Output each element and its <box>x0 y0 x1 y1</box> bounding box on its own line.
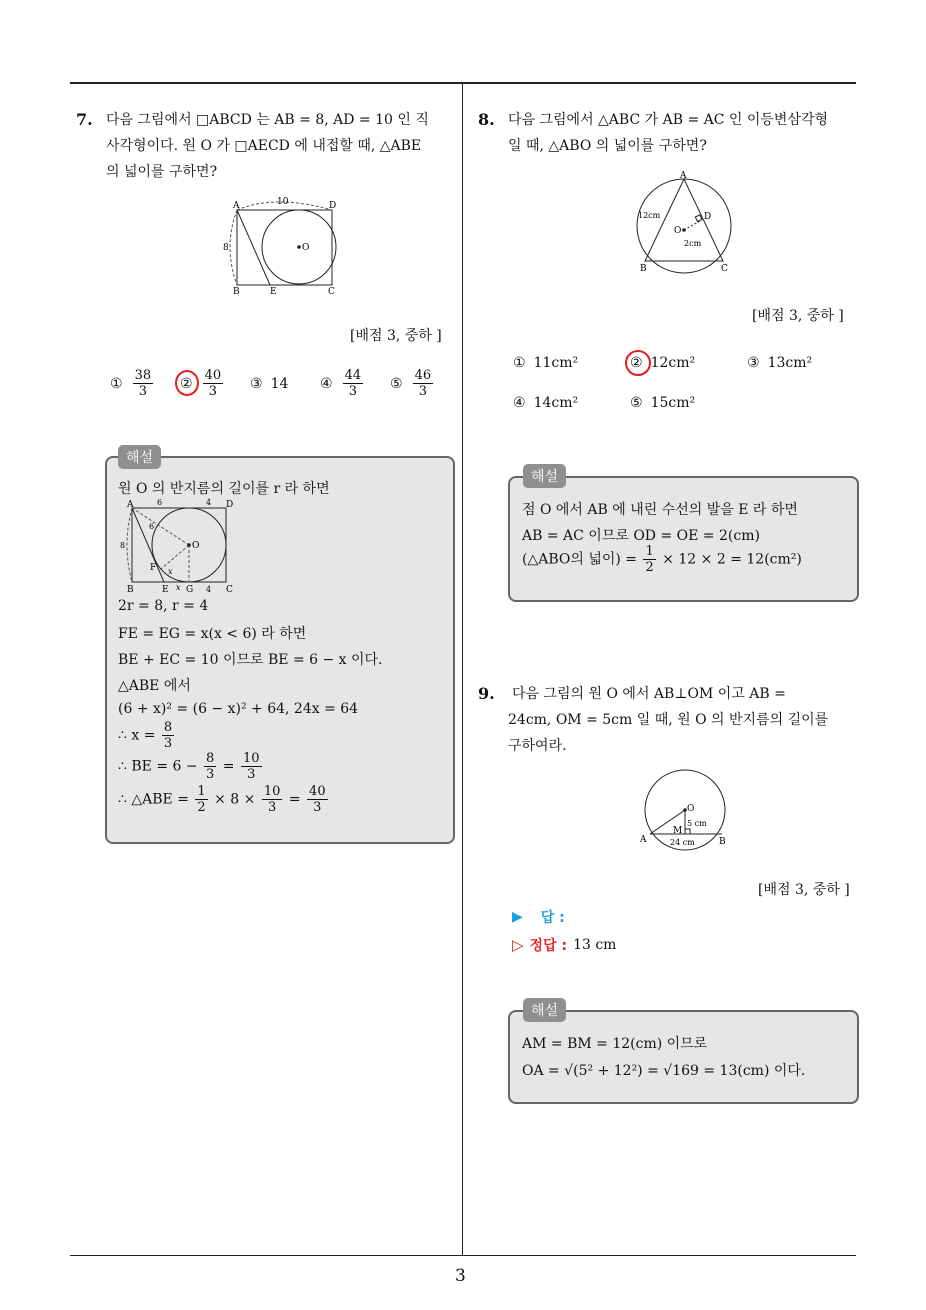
correct-value: 13 cm <box>573 937 617 953</box>
choice-value: 15cm² <box>650 395 696 411</box>
q7-sol-l3: FE = EG = x(x < 6) 라 하면 <box>118 626 307 642</box>
q8-fig-r: 12cm <box>638 211 661 220</box>
q7-choice-1[interactable] <box>110 368 155 399</box>
q7-line1: 다음 그림에서 □ABCD 는 AB = 8, AD = 10 인 직 <box>106 112 429 128</box>
q9-fig-A: A <box>640 835 647 845</box>
q7-fig-E: E <box>270 287 277 296</box>
q7-score: [배점 3, 중하 ] <box>350 328 442 344</box>
choice-fraction: $\frac{38}{3}$ <box>134 368 152 399</box>
q8-answer-mark <box>625 350 651 376</box>
q9-sol-l2: OA = √(5² + 12²) = √169 = 13(cm) 이다. <box>522 1063 806 1079</box>
q8-sol-l1: 점 O 에서 AB 에 내린 수선의 발을 E 라 하면 <box>522 502 798 518</box>
q8-fig-B: B <box>640 264 647 274</box>
q9-fig-O: O <box>687 804 695 814</box>
q9-fig-w: 24 cm <box>670 838 695 847</box>
q7-answer-mark <box>175 370 199 396</box>
q8-line2: 일 때, △ABO 의 넓이를 구하면? <box>508 138 707 154</box>
sol-fig-E: E <box>162 585 169 595</box>
q7-fig-D: D <box>329 201 337 211</box>
choice-num: ⑤ <box>630 395 643 411</box>
column-divider <box>462 82 463 1256</box>
q9-fig-B: B <box>719 837 726 847</box>
q8-solution-tab: 해설 <box>523 464 566 488</box>
sol-fig-C: C <box>226 585 233 595</box>
sol-fig-bx: x <box>176 583 181 592</box>
q8-fig-C: C <box>721 264 728 274</box>
page-number: 3 <box>455 1266 466 1286</box>
sol-fig-l8: 8 <box>120 541 126 550</box>
q9-score: [배점 3, 중하 ] <box>758 882 850 898</box>
choice-value: 11cm² <box>533 355 579 371</box>
choice-fraction: $\frac{40}{3}$ <box>204 368 222 399</box>
q9-answer-row[interactable] <box>512 907 565 927</box>
sol-fig-s6: 6 <box>149 522 155 531</box>
q9-line3: 구하여라. <box>508 738 567 754</box>
q9-solution-tab: 해설 <box>523 998 566 1022</box>
choice-num: ④ <box>320 375 333 392</box>
top-rule <box>70 82 856 84</box>
choice-num: ④ <box>513 395 526 411</box>
q9-line2: 24cm, OM = 5cm 일 때, 원 O 의 반지름의 길이를 <box>508 712 829 728</box>
q7-choice-5[interactable] <box>390 368 435 399</box>
choice-num: ③ <box>747 355 760 371</box>
q8-number: 8. <box>478 110 495 129</box>
q8-choice-3[interactable] <box>747 355 812 371</box>
q7-fig-A: A <box>233 201 240 211</box>
q9-solution-box <box>508 1010 859 1104</box>
choice-value: 12cm² <box>650 355 696 371</box>
q7-solution-tab: 해설 <box>118 445 161 469</box>
q7-fig-left: 8 <box>223 243 229 253</box>
sol-fig-O: O <box>192 541 200 551</box>
sol-fig-G: G <box>186 585 194 595</box>
q7-sol-l8: ∴ BE = 6 − $\frac{8}{3}$ = $\frac{10}{3}$ <box>118 751 260 782</box>
sol-fig-F: F <box>150 563 157 573</box>
q7-fig-B: B <box>233 287 240 296</box>
q7-choice-3[interactable] <box>250 376 288 392</box>
q8-figure <box>628 168 740 278</box>
choice-fraction: $\frac{44}{3}$ <box>344 368 362 399</box>
q9-number: 9. <box>478 684 495 703</box>
bottom-rule <box>70 1255 856 1256</box>
sol-fig-b4: 4 <box>206 585 212 594</box>
q7-choice-4[interactable] <box>320 368 365 399</box>
q8-choice-5[interactable] <box>630 395 695 411</box>
q8-sol-l2: AB = AC 이므로 OD = OE = 2(cm) <box>522 528 760 544</box>
choice-num: ② <box>180 375 193 392</box>
q7-fig-top: 10 <box>277 197 289 207</box>
choice-num: ⑤ <box>390 375 403 392</box>
q9-fig-M: M <box>673 826 683 836</box>
q7-sol-l2: 2r = 8, r = 4 <box>118 598 209 614</box>
choice-num: ③ <box>250 376 263 392</box>
sol-fig-A: A <box>127 500 134 510</box>
q8-fig-D: D <box>704 212 712 222</box>
q7-figure <box>215 192 345 296</box>
q7-fig-O: O <box>302 243 310 253</box>
choice-num: ① <box>513 355 526 371</box>
q8-score: [배점 3, 중하 ] <box>752 308 844 324</box>
q7-sol-l5: △ABE 에서 <box>118 678 191 694</box>
q8-fig-A: A <box>680 171 687 181</box>
sol-fig-t6: 6 <box>157 498 163 507</box>
choice-num: ② <box>630 355 643 371</box>
q7-line2: 사각형이다. 원 O 가 □AECD 에 내접할 때, △ABE <box>106 138 422 154</box>
sol-fig-D: D <box>226 500 234 510</box>
choice-value: 14 <box>270 376 289 392</box>
outline-play-icon: ▷ <box>512 936 524 954</box>
choice-num: ① <box>110 375 123 392</box>
q8-line1: 다음 그림에서 △ABC 가 AB = AC 인 이등변삼각형 <box>508 112 829 128</box>
q9-fig-h: 5 cm <box>687 819 707 828</box>
q7-sol-l1: 원 O 의 반지름의 길이를 r 라 하면 <box>118 481 330 497</box>
q8-sol-l3: (△ABO의 넓이) = $\frac{1}{2}$ × 12 × 2 = 12(cm²) <box>522 544 802 575</box>
sol-fig-t4: 4 <box>206 498 212 507</box>
sol-fig-B: B <box>127 585 134 595</box>
q7-fig-C: C <box>328 287 335 296</box>
q9-figure <box>636 768 736 852</box>
q9-correct-row <box>512 935 616 955</box>
q8-fig-O: O <box>674 226 682 236</box>
q7-sol-figure <box>112 496 238 596</box>
q8-choice-1[interactable] <box>513 355 578 371</box>
answer-label: 답 : <box>540 910 565 926</box>
q9-sol-l1: AM = BM = 12(cm) 이므로 <box>522 1036 708 1052</box>
q7-number: 7. <box>76 110 93 129</box>
choice-value: 14cm² <box>533 395 579 411</box>
correct-label: 정답 : <box>529 938 568 954</box>
q8-choice-4[interactable] <box>513 395 578 411</box>
choice-fraction: $\frac{46}{3}$ <box>414 368 432 399</box>
q7-sol-l6: (6 + x)² = (6 − x)² + 64, 24x = 64 <box>118 701 359 717</box>
play-icon: ▶ <box>512 909 523 925</box>
sol-fig-x: x <box>168 567 173 576</box>
q8-fig-d: 2cm <box>684 239 702 248</box>
q7-line3: 의 넓이를 구하면? <box>106 164 218 180</box>
q7-sol-l7: ∴ x = $\frac{8}{3}$ <box>118 720 173 751</box>
q7-sol-l9: ∴ △ABE = $\frac{1}{2}$ × 8 × $\frac{10}{3}$ = $\frac{40}{3}$ <box>118 784 326 815</box>
choice-value: 13cm² <box>767 355 813 371</box>
q9-line1: 다음 그림의 원 O 에서 AB⊥OM 이고 AB = <box>512 686 786 702</box>
q7-sol-l4: BE + EC = 10 이므로 BE = 6 − x 이다. <box>118 652 383 668</box>
